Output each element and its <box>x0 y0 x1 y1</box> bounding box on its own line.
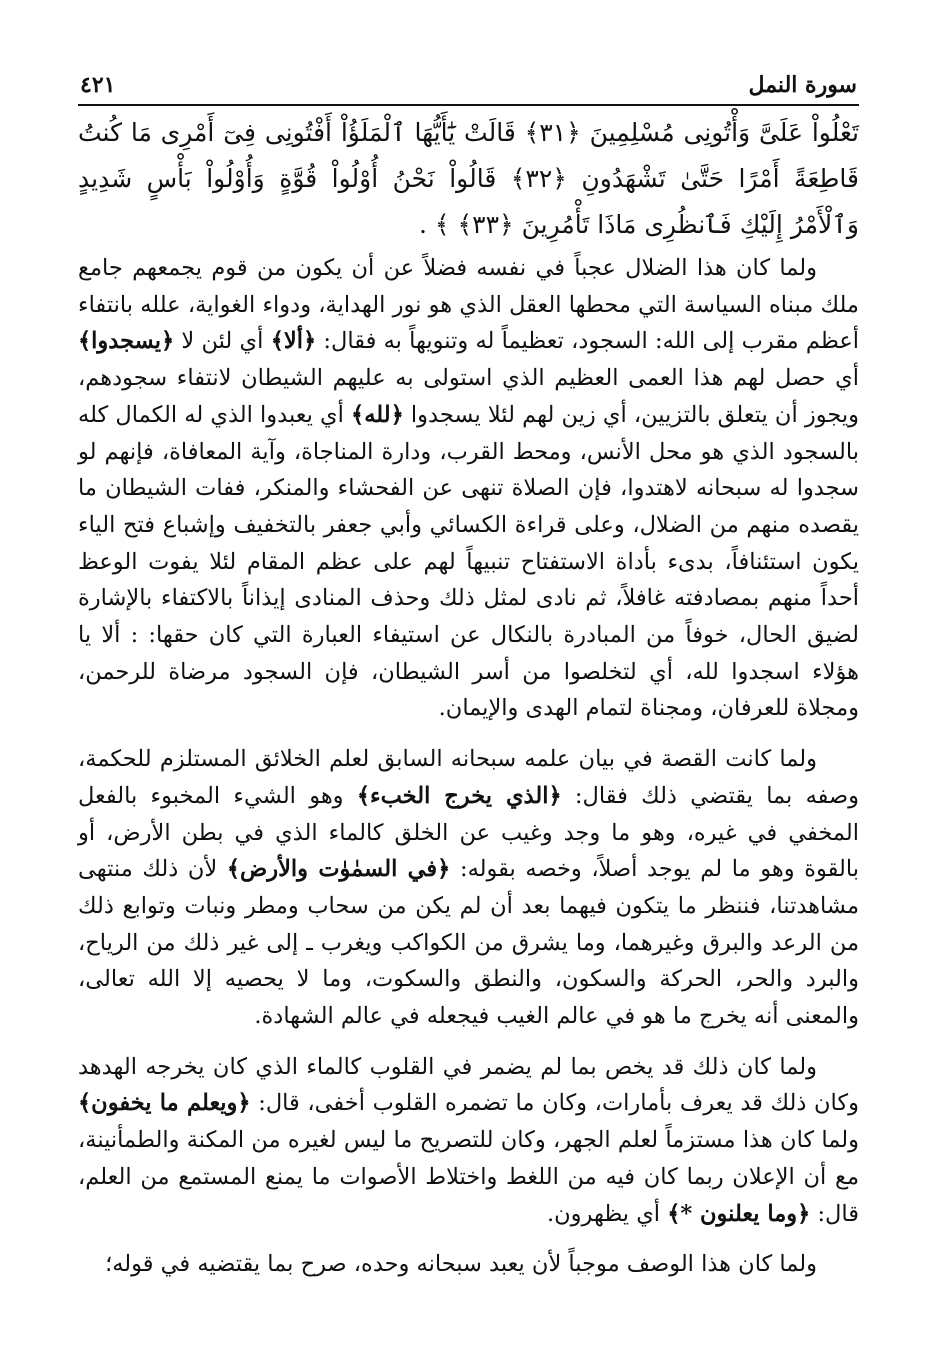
text-run: أي يظهرون. <box>547 1200 668 1227</box>
text-run: ولما كان هذا الوصف موجباً لأن يعبد سبحانه وحده، صرح بما يقتضيه في قوله؛ <box>105 1251 817 1278</box>
page-header <box>80 68 857 104</box>
page-body <box>78 110 859 1283</box>
paragraph <box>78 1049 859 1233</box>
text-run: ولما كان هذا الضلال عجباً في نفسه فضلاً عن أن يكون من قوم يجمعهم جامع ملك مبناه السياسة التي محطها العقل الذي هو نور الهداية، ودواء الغواية، علله بانتفاء أعظم مقرب إلى الله: السجود، تعظيماً له وتنويهاً به فقال: <box>78 255 860 355</box>
header-rule <box>78 104 859 106</box>
paragraph <box>78 250 859 727</box>
quran-quote: ﴿في السمٰوٰت والأرض﴾ <box>226 856 451 883</box>
quran-quote: ﴿لله﴾ <box>351 401 404 428</box>
text-run: ولما كان ذلك قد يخص بما لم يضمر في القلوب كالماء الذي كان يخرجه الهدهد وكان ذلك قد يعرف بأمارات، وكان ما تضمره القلوب أخفى، قال: <box>78 1053 859 1117</box>
paragraph <box>78 741 859 1035</box>
page-number: ٤٢١ <box>80 72 116 98</box>
text-run: وهو الشيء المخبوء بالفعل المخفي في غيره، وهو ما وجد وغيب عن الخلق كالماء الذي في بطن الأرض، أو بالقوة وهو ما لم يوجد أصلاً، وخصه بقوله: <box>78 782 860 883</box>
quran-verses: تَعْلُواْ عَلَىَّ وَأْتُونِى مُسْلِمِينَ ﴿٣١﴾ قَالَتْ يَٰٓأَيُّهَا ٱلْمَلَؤُاْ أَفْتُونِى فِىٓ أَمْرِى مَا كُنتُ قَاطِعَةً أَمْرًا حَتَّىٰ تَشْهَدُونِ ﴿٣٢﴾ قَالُواْ نَحْنُ أُوْلُواْ قُوَّةٍ وَأُوْلُواْ بَأْسٍ شَدِيدٍ وَٱلْأَمْرُ إِلَيْكِ فَٱنظُرِى مَاذَا تَأْمُرِينَ ﴿٣٣﴾ ﴾ . <box>78 118 859 239</box>
quran-quote: ﴿يسجدوا﴾ <box>78 328 175 355</box>
text-run: أي يعبدوا الذي له الكمال كله بالسجود الذي هو محل الأنس، ومحط القرب، ودارة المناجاة، وآية المعافاة، فإنهم لو سجدوا له سبحانه لاهتدوا، فإن الصلاة تنهى عن الفحشاء والمنكر، ففات الشيطان ما يقصده منهم من الضلال، وعلى قراءة الكسائي وأبي جعفر بالتخفيف وإشباع فتح الياء يكون استئنافاً، بدىء بأداة الاستفتاح تنبيهاً لهم على عظم المقام لئلا يفوت الوعظ أحداً منهم بمصادفته غافلاً، ثم نادى لمثل ذلك وحذف المنادى إيذاناً بالاكتفاء بالإشارة لضيق الحال، خوفاً من المبادرة بالنكال عن استيفاء العبارة التي كان حقها: : ألا يا هؤلاء اسجدوا لله، أي لتخلصوا من أسر الشيطان، فإن السجود مرضاة للرحمن، ومجلاة للعرفان، ومجناة لتمام الهدى والإيمان. <box>78 401 859 722</box>
text-run: ولما كانت القصة في بيان علمه سبحانه السابق لعلم الخلائق المستلزم للحكمة، وصفه بما يقتضي ذلك فقال: <box>78 746 859 809</box>
text-run: لأن ذلك منتهى مشاهدتنا، فننظر ما يتكون فيهما بعد أن لم يكن من سحاب ومطر ونبات وتوابع ذلك من الرعد والبرق وغيرهما، وما يشرق من الكواكب ويغرب ـ إلى غير ذلك من الرياح، والبرد والحر، الحركة والسكون، والنطق والسكوت، وما لا يحصيه إلا الله تعالى، والمعنى أنه يخرج ما هو في عالم الغيب فيجعله في عالم الشهادة. <box>78 856 859 1030</box>
quran-quote: ﴿ألا﴾ <box>270 328 317 355</box>
paragraph <box>78 1246 859 1283</box>
quran-quote: ﴿ويعلم ما يخفون﴾ <box>78 1090 251 1117</box>
text-run: أي حصل لهم هذا العمى العظيم الذي استولى به عليهم الشيطان لانتفاء سجودهم، ويجوز أن يتعلق بالتزيين، أي زين لهم لئلا يسجدوا <box>78 365 859 428</box>
quran-quote: ﴿وما يعلنون *﴾ <box>667 1200 811 1227</box>
surah-name: سورة النمل <box>748 72 857 98</box>
text-run: أي لئن لا <box>174 328 271 355</box>
quran-quote: ﴿الذي يخرج الخبء﴾ <box>356 782 562 809</box>
text-run: ولما كان هذا مستزماً لعلم الجهر، وكان للتصريح ما ليس لغيره من المكنة والطمأنينة، مع أن الإعلان ربما كان فيه من اللغط واختلاط الأصوات ما يمنع المستمع من العلم، قال: <box>78 1127 859 1227</box>
